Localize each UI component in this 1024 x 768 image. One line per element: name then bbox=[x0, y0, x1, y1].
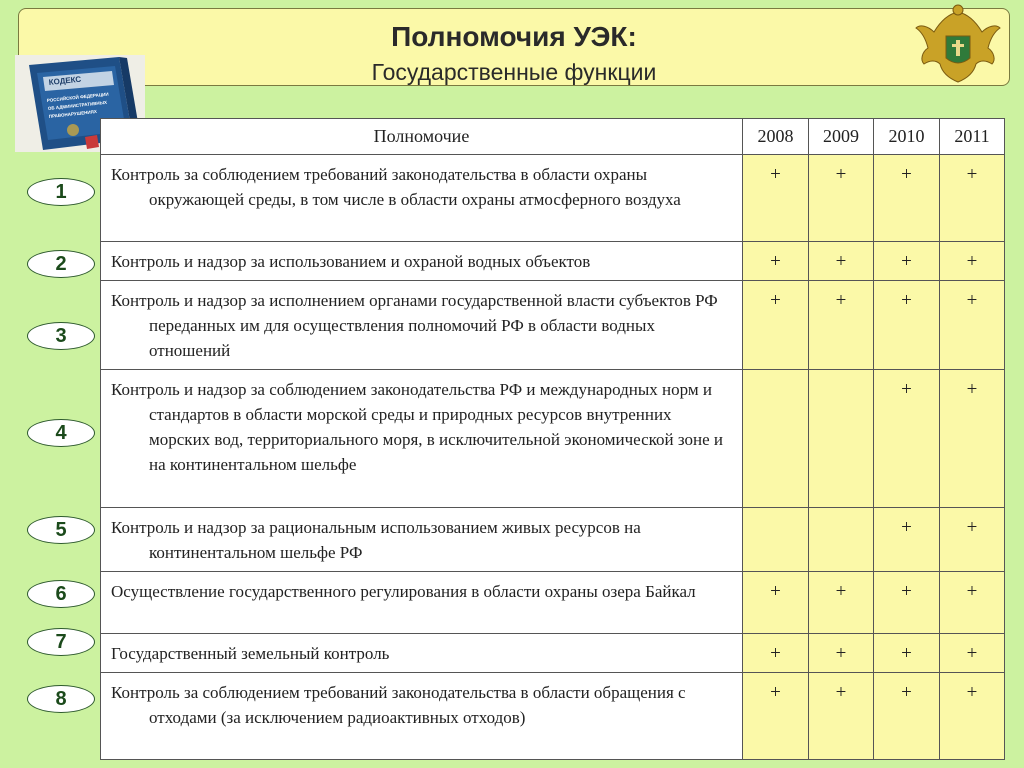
mark-cell bbox=[743, 370, 809, 508]
row-number-badge: 8 bbox=[27, 685, 95, 713]
mark-cell: + bbox=[940, 370, 1005, 508]
page-title: Полномочия УЭК: bbox=[391, 21, 637, 52]
power-description: Контроль за соблюдением требований законодательства в области обращения с отходами (за исключением радиоактивных отходов) bbox=[111, 683, 686, 727]
row-number-badge: 6 bbox=[27, 580, 95, 608]
row-number-badge: 5 bbox=[27, 516, 95, 544]
mark-cell: + bbox=[874, 634, 940, 673]
mark-cell: + bbox=[940, 508, 1005, 572]
column-header-power: Полномочие bbox=[101, 119, 743, 155]
mark-cell: + bbox=[874, 673, 940, 760]
powers-table bbox=[100, 118, 1005, 760]
mark-cell: + bbox=[743, 281, 809, 370]
mark-cell: + bbox=[940, 634, 1005, 673]
mark-cell: + bbox=[940, 572, 1005, 634]
svg-text:КОДЕКС: КОДЕКС bbox=[48, 74, 82, 87]
mark-cell: + bbox=[743, 634, 809, 673]
row-number-badge: 1 bbox=[27, 178, 95, 206]
power-description: Контроль и надзор за исполнением органами государственной власти субъектов РФ переданных им для осуществления полномочий РФ в области водных отношений bbox=[111, 291, 718, 360]
power-description: Контроль и надзор за рациональным использованием живых ресурсов на континентальном шельфе РФ bbox=[111, 518, 641, 562]
mark-cell: + bbox=[940, 281, 1005, 370]
table-row bbox=[101, 634, 1005, 673]
mark-cell: + bbox=[743, 155, 809, 242]
table-row bbox=[101, 242, 1005, 281]
mark-cell bbox=[743, 508, 809, 572]
title-banner bbox=[18, 8, 1010, 86]
svg-text:РОССИЙСКОЙ ФЕДЕРАЦИИ: РОССИЙСКОЙ ФЕДЕРАЦИИ bbox=[46, 91, 109, 103]
svg-text:ПРАВОНАРУШЕНИЯХ: ПРАВОНАРУШЕНИЯХ bbox=[48, 108, 98, 119]
mark-cell: + bbox=[809, 155, 874, 242]
column-header-2009: 2009 bbox=[809, 119, 874, 155]
mark-cell: + bbox=[874, 155, 940, 242]
mark-cell: + bbox=[809, 572, 874, 634]
power-description: Контроль за соблюдением требований законодательства в области охраны окружающей среды, в том числе в области охраны атмосферного воздуха bbox=[111, 165, 681, 209]
table-row bbox=[101, 508, 1005, 572]
mark-cell: + bbox=[874, 572, 940, 634]
mark-cell: + bbox=[940, 155, 1005, 242]
mark-cell: + bbox=[809, 242, 874, 281]
mark-cell: + bbox=[874, 242, 940, 281]
table-row bbox=[101, 673, 1005, 760]
column-header-2010: 2010 bbox=[874, 119, 940, 155]
table-row bbox=[101, 370, 1005, 508]
power-description: Контроль и надзор за использованием и охраной водных объектов bbox=[111, 252, 591, 271]
table-row bbox=[101, 155, 1005, 242]
mark-cell: + bbox=[874, 508, 940, 572]
mark-cell: + bbox=[809, 281, 874, 370]
row-number-badge: 3 bbox=[27, 322, 95, 350]
page-subtitle: Государственные функции bbox=[371, 59, 657, 85]
mark-cell bbox=[809, 370, 874, 508]
mark-cell: + bbox=[743, 572, 809, 634]
power-description: Контроль и надзор за соблюдением законодательства РФ и международных норм и стандартов в области морской среды и природных ресурсов внутренних морских вод, территориального моря, в исключительной экономической зоне и на континентальном шельфе bbox=[111, 380, 724, 474]
mark-cell: + bbox=[743, 673, 809, 760]
mark-cell: + bbox=[874, 370, 940, 508]
power-description: Осуществление государственного регулирования в области охраны озера Байкал bbox=[111, 582, 696, 601]
mark-cell: + bbox=[940, 673, 1005, 760]
table-header-row bbox=[101, 119, 1005, 155]
double-eagle-emblem-icon bbox=[912, 2, 1004, 88]
mark-cell: + bbox=[743, 242, 809, 281]
column-header-2011: 2011 bbox=[940, 119, 1005, 155]
mark-cell: + bbox=[874, 281, 940, 370]
row-number-badge: 4 bbox=[27, 419, 95, 447]
row-number-badge: 2 bbox=[27, 250, 95, 278]
mark-cell bbox=[809, 508, 874, 572]
svg-text:ОБ АДМИНИСТРАТИВНЫХ: ОБ АДМИНИСТРАТИВНЫХ bbox=[47, 99, 108, 111]
row-number-badge: 7 bbox=[27, 628, 95, 656]
power-description: Государственный земельный контроль bbox=[111, 644, 390, 663]
column-header-2008: 2008 bbox=[743, 119, 809, 155]
mark-cell: + bbox=[809, 634, 874, 673]
mark-cell: + bbox=[809, 673, 874, 760]
table-row bbox=[101, 572, 1005, 634]
mark-cell: + bbox=[940, 242, 1005, 281]
table-row bbox=[101, 281, 1005, 370]
